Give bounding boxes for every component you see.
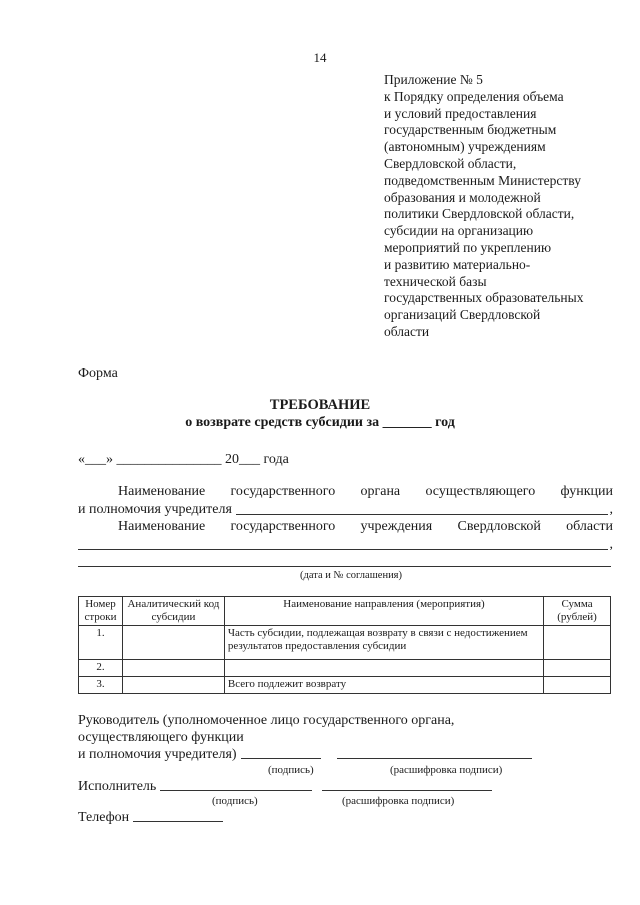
appendix-header: [384, 72, 634, 341]
row-code: [122, 626, 224, 660]
row-sum: [544, 660, 611, 677]
institution-fill-line: [78, 549, 608, 550]
agreement-caption: (дата и № соглашения): [300, 570, 403, 581]
word: осуществляющего: [425, 484, 536, 499]
appendix-line: образования и молодежной: [384, 189, 541, 205]
document-title: ТРЕБОВАНИЕ: [269, 397, 371, 413]
agreement-fill-line: [78, 566, 611, 567]
appendix-line: Приложение № 5: [384, 72, 483, 87]
col-header-number: Номер строки: [79, 597, 123, 626]
appendix-line: к Порядку определения объема: [384, 88, 564, 104]
col-header-code: Аналитический код субсидии: [122, 597, 224, 626]
row-number: 2.: [79, 660, 123, 677]
table-row: [79, 660, 611, 677]
phone-label: Телефон: [78, 810, 130, 825]
date-line: «___» _______________ 20___ года: [78, 452, 289, 467]
executor-decode-caption: (расшифровка подписи): [342, 795, 455, 807]
appendix-line: политики Свердловской области,: [384, 206, 575, 222]
row-name: Всего подлежит возврату: [224, 677, 543, 694]
appendix-line: субсидии на организацию: [384, 223, 534, 239]
appendix-line: технической базы: [384, 273, 487, 289]
word: государственного: [230, 519, 336, 534]
comma: ,: [609, 537, 613, 552]
appendix-line: мероприятий по укреплению: [384, 239, 552, 255]
word: государственного: [230, 484, 336, 499]
row-sum: [544, 677, 611, 694]
row-name: Часть субсидии, подлежащая возврату в связи с недостижением результатов предоставления субсидии: [224, 626, 543, 660]
page-number: 14: [313, 50, 327, 65]
table-header-row: [79, 597, 611, 626]
row-code: [122, 677, 224, 694]
word: Наименование: [118, 484, 206, 499]
table-row: [79, 677, 611, 694]
head-line-1: Руководитель (уполномоченное лицо государственного органа,: [78, 713, 455, 728]
word: органа: [360, 484, 401, 499]
appendix-line: и развитию материально-: [384, 256, 531, 272]
institution-paragraph: [78, 518, 613, 554]
appendix-line: (автономным) учреждениям: [384, 139, 546, 155]
executor-decode-line: [322, 790, 492, 791]
row-code: [122, 660, 224, 677]
word: Наименование: [118, 519, 206, 534]
appendix-line: организаций Свердловской: [384, 307, 541, 323]
head-decode-caption: (расшифровка подписи): [390, 764, 503, 776]
row-number: 3.: [79, 677, 123, 694]
row-sum: [544, 626, 611, 660]
head-decode-line: [337, 758, 532, 759]
table-row: [79, 626, 611, 660]
appendix-line: государственным бюджетным: [384, 122, 557, 138]
appendix-line: Свердловской области,: [384, 155, 517, 171]
form-label: Форма: [78, 366, 118, 381]
appendix-line: области: [384, 323, 430, 339]
col-header-sum: Сумма (рублей): [544, 597, 611, 626]
executor-block: [78, 778, 598, 795]
appendix-line: государственных образовательных: [384, 290, 584, 306]
authority-paragraph: [78, 483, 613, 519]
executor-sign-caption: (подпись): [212, 795, 258, 807]
head-signature-block: [78, 712, 618, 763]
row-name: [224, 660, 543, 677]
executor-label: Исполнитель: [78, 779, 157, 794]
head-line-2: осуществляющего функции: [78, 730, 244, 745]
phone-block: [78, 809, 223, 826]
word: функции: [560, 484, 613, 499]
appendix-line: подведомственным Министерству: [384, 172, 581, 188]
authority-fill-line: [236, 514, 608, 515]
executor-sign-line: [160, 790, 312, 791]
row-number: 1.: [79, 626, 123, 660]
head-sign-line: [241, 758, 321, 759]
word: учреждения: [360, 519, 433, 534]
head-line-3: и полномочия учредителя): [78, 747, 237, 762]
appendix-line: и условий предоставления: [384, 105, 537, 121]
refund-table: [78, 596, 611, 694]
col-header-name: Наименование направления (мероприятия): [224, 597, 543, 626]
document-subtitle: о возврате средств субсидии за _______ год: [185, 415, 455, 430]
head-sign-caption: (подпись): [268, 764, 314, 776]
word: области: [566, 519, 613, 534]
comma: ,: [609, 502, 613, 517]
authority-line-label: и полномочия учредителя: [78, 502, 232, 517]
phone-fill-line: [133, 821, 223, 822]
word: Свердловской: [457, 519, 541, 534]
